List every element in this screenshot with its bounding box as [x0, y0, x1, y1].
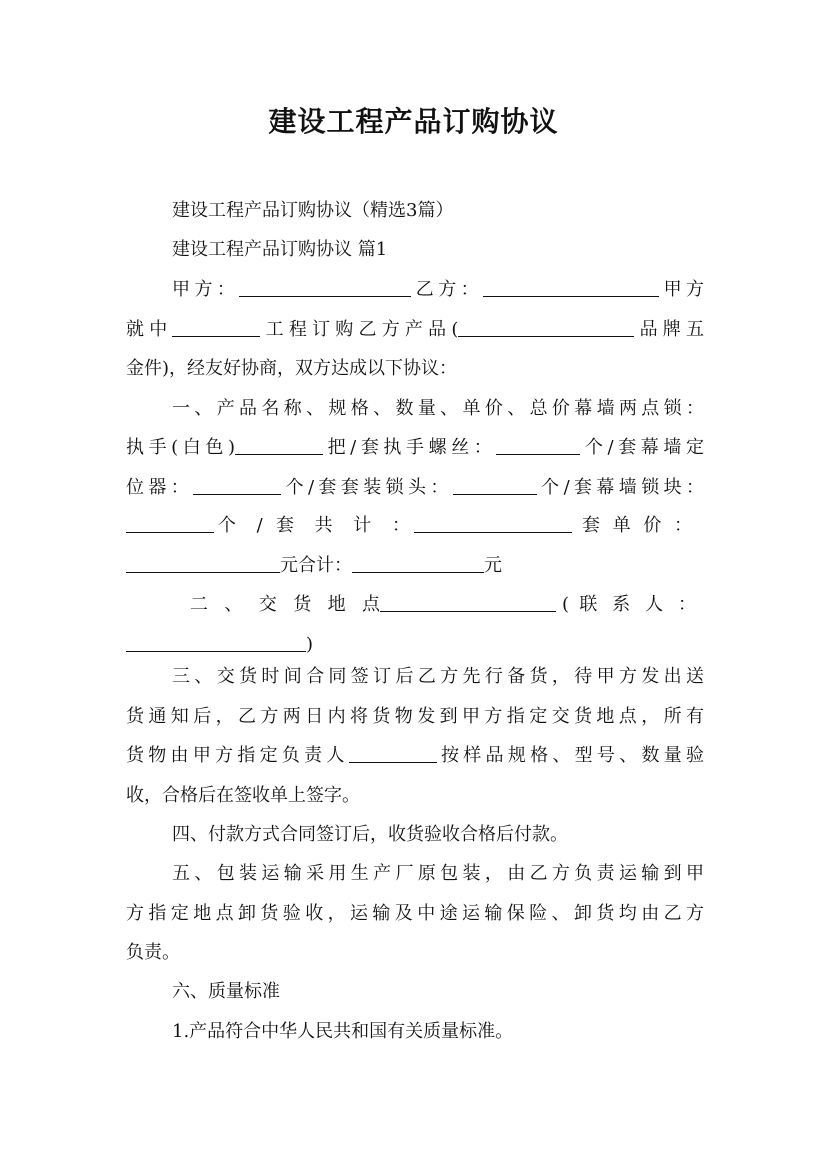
positioner-label-cont: 位器：	[126, 477, 194, 498]
responsible-person-blank	[349, 744, 437, 763]
party-b-blank	[483, 278, 659, 297]
contact-label: ( 联 系 人 ：	[562, 594, 696, 615]
intro-text-1: 就中	[126, 319, 173, 340]
contact-blank	[126, 633, 306, 652]
intro-line-1	[126, 317, 704, 343]
intro-line-2: 金件)，经友好协商，双方达成以下协议：	[126, 358, 458, 379]
total-sets-label: 个 / 套 共 计 ：	[218, 515, 410, 536]
clause-1-line-5	[126, 553, 704, 579]
handle-screw-blank	[496, 436, 580, 455]
document-title: 建设工程产品订购协议	[268, 105, 559, 138]
clause-1-line-1: 一、产品名称、规格、数量、单价、总价幕墙两点锁：	[172, 398, 704, 419]
clause-6-heading: 六、质量标准	[172, 981, 280, 1002]
clause-5-line-3: 负责。	[126, 942, 180, 963]
brand-blank	[458, 318, 634, 337]
yuan-label: 元	[484, 555, 502, 576]
clause-1-line-4	[126, 513, 704, 539]
clause-3-line-1: 三、交货时间合同签订后乙方先行备货，待甲方发出送	[172, 666, 704, 687]
lock-block-label: 个/套幕墙锁块：	[536, 477, 704, 498]
intro-text-3: 品牌五	[634, 319, 705, 340]
total-label: 元合计：	[280, 555, 352, 576]
clause-4: 四、付款方式合同签订后，收货验收合格后付款。	[172, 824, 568, 845]
document-subtitle: 建设工程产品订购协议（精选3篇）	[172, 200, 454, 221]
positioner-blank	[193, 476, 281, 495]
party-line-tail: 甲方	[659, 279, 705, 300]
positioner-label: 个/套幕墙定	[580, 437, 704, 458]
clause-5-line-1: 五、包装运输采用生产厂原包装，由乙方负责运输到甲	[172, 863, 704, 884]
contact-close: )	[306, 634, 314, 655]
inspection-text: 按样品规格、型号、数量验	[436, 745, 705, 766]
clause-6-item-1: 1.产品符合中华人民共和国有关质量标准。	[172, 1021, 514, 1042]
party-a-label: 甲方：	[172, 279, 240, 300]
party-b-label: 乙方：	[411, 279, 484, 300]
clause-3-line-3	[126, 743, 704, 769]
clause-2-line-1	[190, 592, 704, 618]
handle-screw-label: 把/套执手螺丝：	[323, 437, 497, 458]
section-heading: 建设工程产品订购协议 篇1	[172, 239, 388, 260]
lock-block-blank	[126, 514, 214, 533]
party-a-blank	[239, 278, 411, 297]
clause-3-line-2: 货通知后，乙方两日内将货物发到甲方指定交货地点，所有	[126, 706, 704, 727]
clause-1-line-2	[126, 435, 704, 461]
total-sets-blank	[414, 514, 572, 533]
clause-1-line-3	[126, 475, 704, 501]
project-name-blank	[172, 318, 260, 337]
delivery-place-blank	[380, 593, 556, 612]
intro-text-2: 工程订购乙方产品(	[260, 319, 459, 340]
handle-label: 执手(白色)	[126, 437, 235, 458]
unit-price-label: 套 单 价 ：	[582, 515, 692, 536]
clause-2-line-2	[126, 632, 704, 658]
total-blank	[352, 554, 484, 573]
party-line	[172, 277, 704, 303]
handle-qty-blank	[235, 436, 323, 455]
lock-head-label: 个/套套装锁头：	[281, 477, 453, 498]
unit-price-blank	[126, 554, 280, 573]
clause-3-line-4: 收，合格后在签收单上签字。	[126, 785, 360, 806]
responsible-person-label: 货物由甲方指定负责人	[126, 745, 349, 766]
delivery-place-label: 二 、 交 货 地 点	[190, 594, 380, 615]
lock-head-blank	[453, 476, 537, 495]
clause-5-line-2: 方指定地点卸货验收，运输及中途运输保险、卸货均由乙方	[126, 903, 704, 924]
